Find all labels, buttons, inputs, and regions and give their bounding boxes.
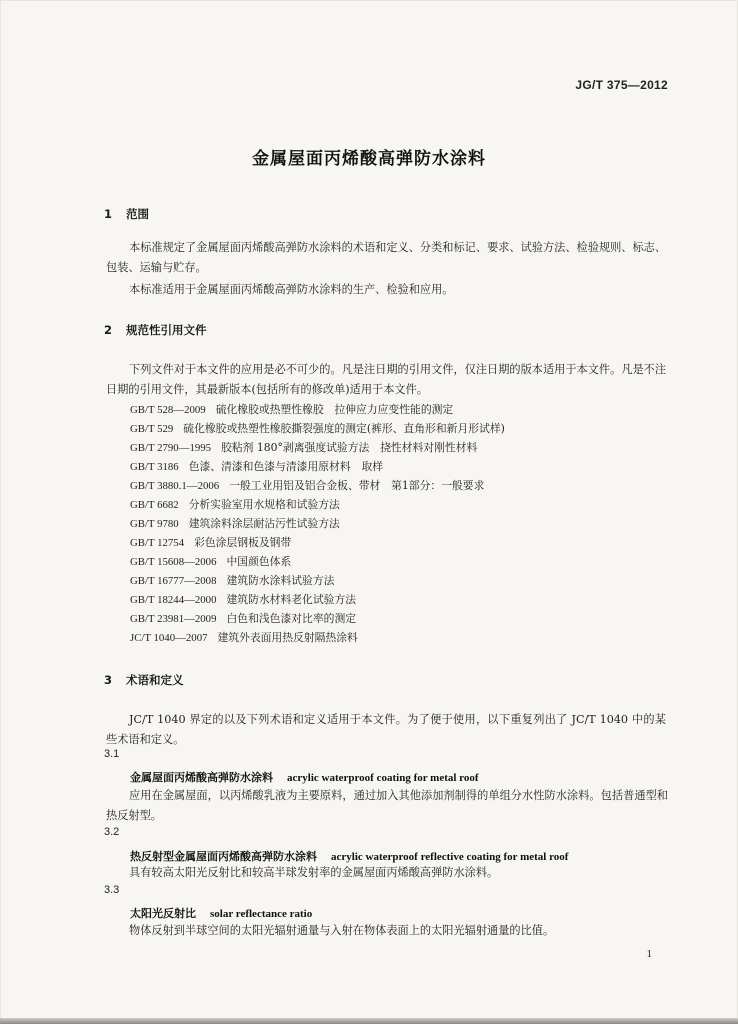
term-definition: 物体反射到半球空间的太阳光辐射通量与入射在物体表面上的太阳光辐射通量的比值。 bbox=[129, 924, 555, 937]
reference-code: GB/T 528—2009 bbox=[130, 404, 206, 416]
reference-name: 建筑涂料涂层耐沾污性试验方法 bbox=[188, 517, 340, 530]
term-number: 3.2 bbox=[104, 826, 120, 838]
reference-code: GB/T 3880.1—2006 bbox=[130, 480, 220, 492]
reference-code: GB/T 6682 bbox=[130, 499, 179, 511]
section-number: 3 bbox=[104, 673, 113, 687]
section-title: 规范性引用文件 bbox=[126, 323, 207, 337]
reference-name: 硫化橡胶或热塑性橡胶撕裂强度的测定(裤形、直角形和新月形试样) bbox=[183, 422, 505, 435]
reference-name: 建筑防水材料老化试验方法 bbox=[226, 593, 357, 606]
reference-name: 一般工业用铝及铝合金板、带材 第1部分：一般要求 bbox=[229, 479, 485, 492]
reference-name: 白色和浅色漆对比率的测定 bbox=[226, 612, 357, 625]
reference-item bbox=[130, 440, 477, 455]
term-definition: 具有较高太阳光反射比和较高半球发射率的金属屋面丙烯酸高弹防水涂料。 bbox=[129, 866, 499, 879]
term-english-name: acrylic waterproof coating for metal roof bbox=[287, 772, 479, 784]
term-english-name: solar reflectance ratio bbox=[210, 908, 313, 920]
reference-name: 分析实验室用水规格和试验方法 bbox=[188, 498, 340, 511]
term-definition: 应用在金属屋面，以丙烯酸乳液为主要原料，通过加入其他添加剂制得的单组分水性防水涂料。包括普通型和热反射型。 bbox=[106, 789, 668, 822]
term-chinese-name: 金属屋面丙烯酸高弹防水涂料 bbox=[130, 771, 273, 784]
reference-item bbox=[130, 630, 358, 645]
reference-item bbox=[130, 421, 505, 436]
reference-code: GB/T 12754 bbox=[130, 537, 185, 549]
reference-item bbox=[130, 497, 340, 512]
reference-code: GB/T 18244—2000 bbox=[130, 594, 217, 606]
reference-name: 中国颜色体系 bbox=[226, 555, 292, 568]
reference-code: GB/T 15608—2006 bbox=[130, 556, 217, 568]
reference-code: GB/T 16777—2008 bbox=[130, 575, 217, 587]
reference-name: 硫化橡胶或热塑性橡胶 拉伸应力应变性能的测定 bbox=[215, 403, 454, 416]
section-number: 2 bbox=[104, 323, 113, 337]
section-1-paragraph-2: 本标准适用于金属屋面丙烯酸高弹防水涂料的生产、检验和应用。 bbox=[129, 283, 454, 296]
term-heading bbox=[130, 769, 479, 785]
reference-code: GB/T 23981—2009 bbox=[130, 613, 217, 625]
standard-code: JG/T 375—2012 bbox=[575, 78, 668, 92]
page-number: 1 bbox=[646, 948, 652, 960]
term-heading bbox=[130, 905, 312, 921]
reference-item bbox=[130, 573, 334, 588]
term-chinese-name: 热反射型金属屋面丙烯酸高弹防水涂料 bbox=[130, 850, 317, 863]
section-title: 术语和定义 bbox=[126, 673, 184, 687]
reference-item bbox=[130, 459, 383, 474]
reference-item bbox=[130, 402, 453, 417]
reference-item bbox=[130, 611, 356, 626]
section-1-heading bbox=[104, 206, 149, 222]
term-number: 3.3 bbox=[104, 884, 120, 896]
section-3-heading bbox=[104, 672, 184, 688]
section-1-paragraph-1: 本标准规定了金属屋面丙烯酸高弹防水涂料的术语和定义、分类和标记、要求、试验方法、检验规则、标志、包装、运输与贮存。 bbox=[106, 241, 667, 274]
reference-item bbox=[130, 478, 484, 493]
scan-edge-shadow bbox=[0, 1018, 738, 1024]
section-2-heading bbox=[104, 322, 207, 338]
reference-item bbox=[130, 592, 356, 607]
reference-name: 建筑外表面用热反射隔热涂料 bbox=[217, 631, 358, 644]
reference-code: GB/T 9780 bbox=[130, 518, 179, 530]
reference-code: GB/T 3186 bbox=[130, 461, 179, 473]
reference-code: JC/T 1040—2007 bbox=[130, 632, 208, 644]
section-title: 范围 bbox=[126, 207, 149, 221]
term-english-name: acrylic waterproof reflective coating for metal roof bbox=[331, 851, 569, 863]
reference-name: 彩色涂层钢板及钢带 bbox=[194, 536, 292, 549]
reference-item bbox=[130, 535, 291, 550]
term-number: 3.1 bbox=[104, 748, 120, 760]
reference-item bbox=[130, 516, 340, 531]
reference-name: 建筑防水涂料试验方法 bbox=[226, 574, 335, 587]
reference-code: GB/T 2790—1995 bbox=[130, 442, 212, 454]
section-2-intro: 下列文件对于本文件的应用是必不可少的。凡是注日期的引用文件，仅注日期的版本适用于本文件。凡是不注日期的引用文件，其最新版本(包括所有的修改单)适用于本文件。 bbox=[106, 363, 667, 396]
reference-name: 胶粘剂 180°剥离强度试验方法 挠性材料对刚性材料 bbox=[221, 441, 478, 454]
term-chinese-name: 太阳光反射比 bbox=[130, 907, 196, 920]
reference-code: GB/T 529 bbox=[130, 423, 174, 435]
reference-name: 色漆、清漆和色漆与清漆用原材料 取样 bbox=[188, 460, 384, 473]
term-heading bbox=[130, 848, 568, 864]
reference-item bbox=[130, 554, 291, 569]
section-3-intro: JC/T 1040 界定的以及下列术语和定义适用于本文件。为了便于使用，以下重复列出了 JC/T 1040 中的某些术语和定义。 bbox=[106, 713, 666, 746]
section-number: 1 bbox=[104, 207, 113, 221]
document-title: 金属屋面丙烯酸高弹防水涂料 bbox=[252, 149, 486, 169]
